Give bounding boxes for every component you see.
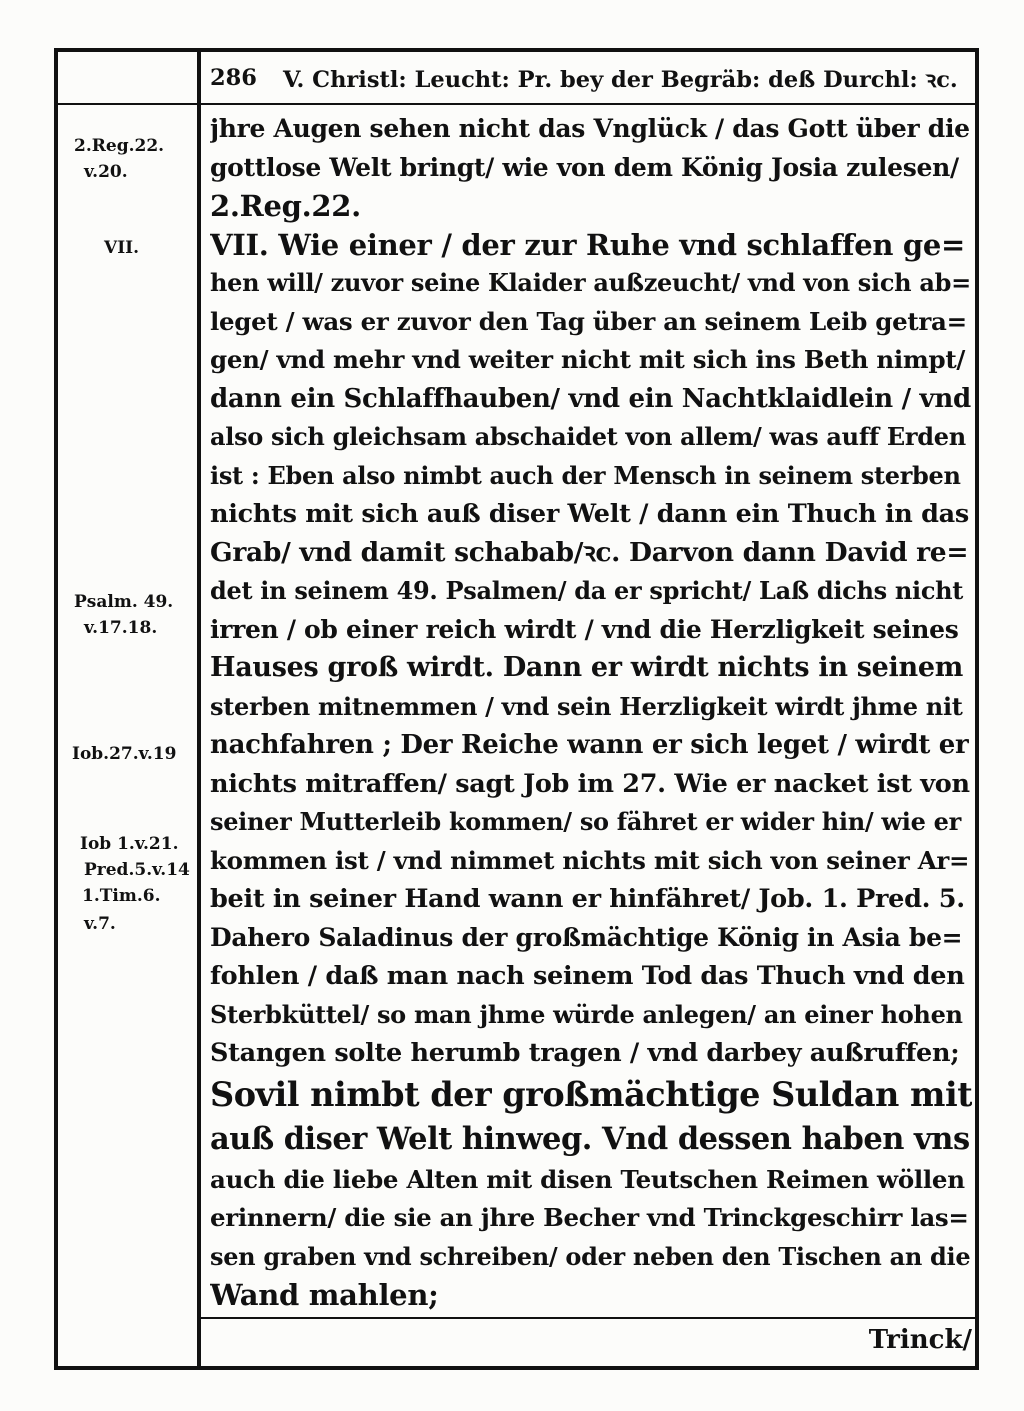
text-line: dann ein Schlaffhauben/ vnd ein Nachtklaidlein / vnd [210, 383, 971, 414]
text-line: kommen ist / vnd nimmet nichts mit sich von seiner Ar= [210, 845, 970, 875]
text-line: leget / was er zuvor den Tag über an seinem Leib getra= [210, 306, 967, 336]
text-line: gen/ vnd mehr vnd weiter nicht mit sich ins Beth nimpt/ [210, 345, 965, 374]
text-line: Sterbküttel/ so man jhme würde anlegen/ an einer hohen [210, 999, 963, 1029]
text-line: fohlen / daß man nach seinem Tod das Thuch vnd den [210, 961, 965, 991]
text-line: VII. Wie einer / der zur Ruhe vnd schlaffen ge= [210, 227, 966, 262]
margin-note: VII. [104, 238, 140, 258]
text-line: sterben mitnemmen / vnd sein Herzligkeit wirdt jhme nit [210, 691, 963, 721]
margin-note: v.20. [84, 162, 128, 182]
text-line: irren / ob einer reich wirdt / vnd die Herzligkeit seines [210, 614, 959, 644]
text-line: ist : Eben also nimbt auch der Mensch in seinem sterben [210, 460, 961, 490]
margin-note: 1.Tim.6. [82, 886, 161, 906]
running-header [210, 56, 970, 100]
text-line: seiner Mutterleib kommen/ so fähret er wider hin/ wie er [210, 807, 961, 836]
text-line: 2.Reg.22. [210, 189, 361, 223]
text-line: auch die liebe Alten mit disen Teutschen Reimen wöllen [210, 1164, 965, 1194]
text-line: Stangen solte herumb tragen / vnd darbey außruffen; [210, 1038, 960, 1068]
running-title: V. Christl: Leucht: Pr. bey der Begräb: deß Durchl: ꝛc. [282, 66, 958, 93]
frame-bottom-rule [54, 1366, 979, 1370]
catchword: Trinck/ [868, 1325, 972, 1355]
text-line: nichts mit sich auß diser Welt / dann ein Thuch in das [210, 499, 969, 529]
frame-right-rule [975, 48, 979, 1370]
header-underline-rule [201, 103, 975, 105]
body-text [210, 110, 972, 1315]
text-line: Hauses groß wirdt. Dann er wirdt nichts in seinem [210, 652, 963, 683]
margin-note: 2.Reg.22. [74, 136, 165, 156]
text-line: nachfahren ; Der Reiche wann er sich leget / wirdt er [210, 730, 969, 760]
text-line: erinnern/ die sie an jhre Becher vnd Trinckgeschirr las= [210, 1203, 969, 1232]
page-number: 286 [210, 65, 257, 91]
footer-rule [201, 1317, 975, 1319]
margin-note: Iob.27.v.19 [72, 744, 177, 764]
margin-note: v.17.18. [84, 618, 158, 638]
text-line: beit in seiner Hand wann er hinfähret/ Job. 1. Pred. 5. [210, 884, 965, 914]
margin-note: v.7. [84, 914, 116, 934]
text-line: jhre Augen sehen nicht das Vnglück / das Gott über die [210, 114, 970, 143]
margin-column-rule [197, 48, 201, 1370]
text-line: sen graben vnd schreiben/ oder neben den Tischen an die [210, 1241, 971, 1271]
margin-header-rule [58, 103, 198, 105]
text-line: nichts mitraffen/ sagt Job im 27. Wie er nacket ist von [210, 768, 970, 799]
frame-left-rule [54, 48, 58, 1370]
margin-note: Psalm. 49. [74, 592, 174, 612]
margin-note: Iob 1.v.21. [80, 834, 179, 854]
text-line: gottlose Welt bringt/ wie von dem König Josia zulesen/ [210, 152, 959, 182]
text-line: det in seinem 49. Psalmen/ da er spricht/ Laß dichs nicht [210, 576, 964, 605]
emphasized-line: Sovil nimbt der großmächtige Suldan mit [210, 1074, 972, 1114]
text-line: also sich gleichsam abschaidet von allem/ was auff Erden [210, 422, 966, 451]
frame-top-rule [54, 48, 979, 52]
text-line: Wand mahlen; [210, 1278, 439, 1312]
margin-note: Pred.5.v.14 [84, 860, 190, 880]
text-line: Dahero Saladinus der großmächtige König in Asia be= [210, 922, 963, 952]
emphasized-line: auß diser Welt hinweg. Vnd dessen haben vns [210, 1120, 970, 1157]
text-line: hen will/ zuvor seine Klaider außzeucht/ vnd von sich ab= [210, 268, 971, 297]
text-line: Grab/ vnd damit schabab/ꝛc. Darvon dann David re= [210, 536, 969, 568]
